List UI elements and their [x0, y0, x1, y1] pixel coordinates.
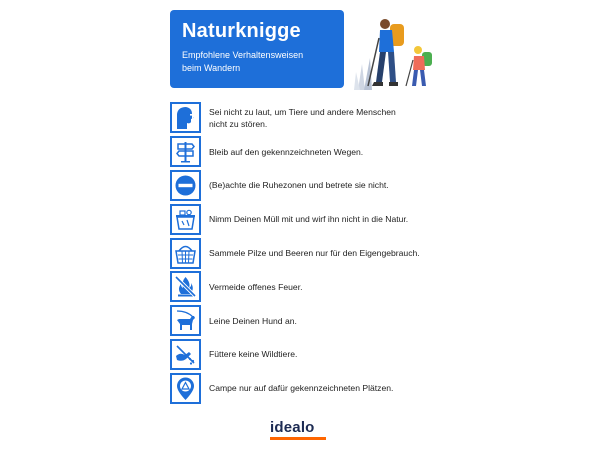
rule-text-line-1: Sei nicht zu laut, um Tiere und andere Menschen	[209, 106, 396, 117]
rule-text	[209, 106, 396, 130]
rule-text: Campe nur auf dafür gekennzeichneten Plätzen.	[209, 383, 394, 394]
hikers-illustration	[352, 12, 444, 92]
rule-text: Sammele Pilze und Beeren nur für den Eigengebrauch.	[209, 248, 420, 259]
rule-quiet	[170, 101, 440, 135]
silence-icon	[170, 102, 201, 133]
rule-trash	[170, 202, 440, 236]
rule-text: Bleib auf den gekennzeichneten Wegen.	[209, 146, 364, 157]
title-banner	[170, 10, 344, 88]
idealo-logo	[270, 420, 330, 442]
rule-dog	[170, 304, 440, 338]
rule-text: Füttere keine Wildtiere.	[209, 349, 298, 360]
page-title: Naturknigge	[182, 20, 301, 42]
rule-feeding	[170, 338, 440, 372]
tent-pin-icon	[170, 373, 201, 404]
no-entry-icon	[170, 170, 201, 201]
rule-rest-zones	[170, 169, 440, 203]
rule-camping	[170, 371, 440, 405]
logo-underline	[270, 437, 326, 440]
dog-leash-icon	[170, 305, 201, 336]
rule-text: Vermeide offenes Feuer.	[209, 281, 303, 292]
logo-text: idealo	[270, 419, 315, 436]
rule-text: Nimm Deinen Müll mit und wirf ihn nicht in die Natur.	[209, 214, 409, 225]
signpost-icon	[170, 136, 201, 167]
rule-text: Leine Deinen Hund an.	[209, 315, 297, 326]
rule-text: (Be)achte die Ruhezonen und betrete sie nicht.	[209, 180, 389, 191]
basket-icon	[170, 238, 201, 269]
subtitle-line-1: Empfohlene Verhaltensweisen	[182, 50, 304, 60]
trash-icon	[170, 204, 201, 235]
rule-text-line-2: nicht zu stören.	[209, 118, 268, 129]
no-fire-icon	[170, 271, 201, 302]
rule-fire	[170, 270, 440, 304]
rule-paths	[170, 135, 440, 169]
no-feeding-icon	[170, 339, 201, 370]
rules-list	[170, 101, 440, 405]
subtitle-line-2: beim Wandern	[182, 63, 241, 73]
rule-collect	[170, 236, 440, 270]
page-subtitle	[182, 49, 332, 75]
